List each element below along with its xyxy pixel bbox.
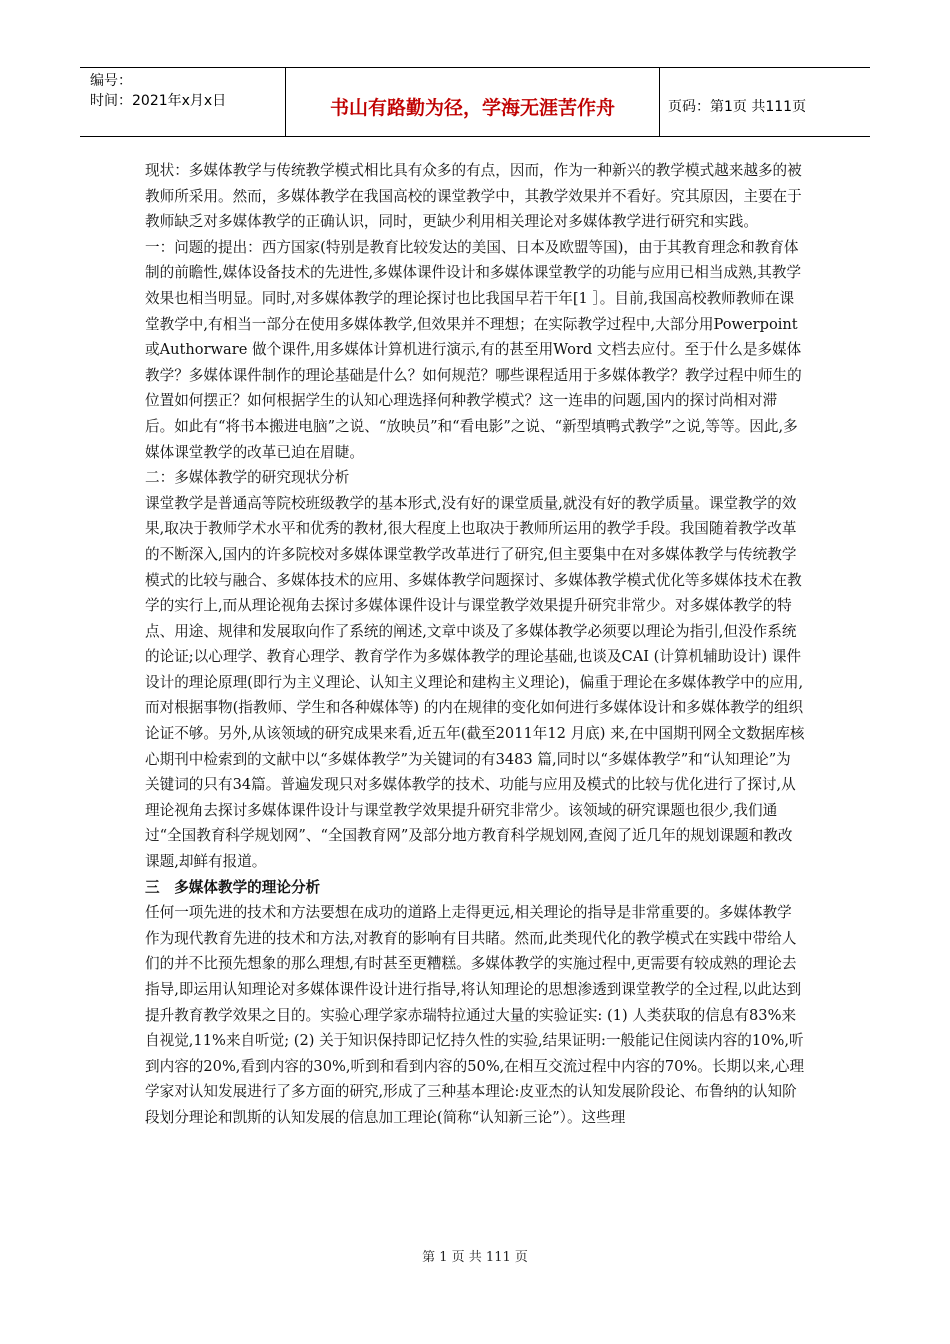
page-header xyxy=(80,67,870,137)
number-label: 编号： xyxy=(90,73,132,89)
document-body xyxy=(145,158,805,1131)
time-label: 时间：2021年x月x日 xyxy=(90,93,227,109)
paragraph-research-status: 课堂教学是普通高等院校班级教学的基本形式,没有好的课堂质量,就没有好的教学质量。课堂教学的效果,取决于教师学术水平和优秀的教材,很大程度上也取决于教师所运用的教学手段。我国随着教学改革的不断深入,国内的许多院校对多媒体课堂教学改革进行了研究,但主要集中在对多媒体教学与传统教学模式的比较与融合、多媒体技术的应用、多媒体教学问题探讨、多媒体教学模式优化等多媒体技术在教学的实行上,而从理论视角去探讨多媒体课件设计与课堂教学效果提升研究非常少。对多媒体教学的特点、用途、规律和发展取向作了系统的阐述,文章中谈及了多媒体教学必须要以理论为指引,但没作系统的论证;以心理学、教育心理学、教育学作为多媒体教学的理论基础,也谈及CAI (计算机辅助设计) 课件设计的理论原理(即行为主义理论、认知主义理论和建构主义理论)，偏重于理论在多媒体教学中的应用,而对根据事物(指教师、学生和各种媒体等) 的内在规律的变化如何进行多媒体设计和多媒体教学的组织论证不够。另外,从该领域的研究成果来看,近五年(截至2011年12 月底) 来,在中国期刊网全文数据库核心期刊中检索到的文献中以“多媒体教学”为关键词的有3483 篇,同时以“多媒体教学”和“认知理论”为关键词的只有34篇。普遍发现只对多媒体教学的技术、功能与应用及模式的比较与优化进行了探讨,从理论视角去探讨多媒体课件设计与课堂教学效果提升研究非常少。该领域的研究课题也很少,我们通过“全国教育科学规划网”、“全国教育网”及部分地方教育科学规划网,查阅了近几年的规划课题和教改课题,却鲜有报道。 xyxy=(145,494,805,871)
header-motto: 书山有路勤为径，学海无涯苦作舟 xyxy=(285,68,660,136)
paragraph-theory: 任何一项先进的技术和方法要想在成功的道路上走得更远,相关理论的指导是非常重要的。多媒体教学作为现代教育先进的技术和方法,对教育的影响有目共睹。然而,此类现代化的教学模式在实践中带给人们的并不比预先想象的那么理想,有时甚至更糟糕。多媒体教学的实施过程中,更需要有较成熟的理论去指导,即运用认知理论对多媒体课件设计进行指导,将认知理论的思想渗透到课堂教学的全过程,以此达到提升教育教学效果之目的。实验心理学家赤瑞特拉通过大量的实验证实: (1) 人类获取的信息有83%来自视觉,11%来自听觉; (2) 关于知识保持即记忆持久性的实验,结果证明:一般能记住阅读内容的10%,听到内容的20%,看到内容的30%,听到和看到内容的50%,在相互交流过程中内容的70%。长期以来,心理学家对认知发展进行了多方面的研究,形成了三种基本理论:皮亚杰的认知发展阶段论、布鲁纳的认知阶段划分理论和凯斯的认知发展的信息加工理论(简称“认知新三论”）。这些理 xyxy=(145,904,805,1126)
section-heading-3: 三 多媒体教学的理论分析 xyxy=(145,878,321,896)
page-footer: 第 1 页 共 111 页 xyxy=(422,1250,528,1265)
paragraph-status: 现状：多媒体教学与传统教学模式相比具有众多的有点，因而，作为一种新兴的教学模式越来越多的被教师所采用。然而，多媒体教学在我国高校的课堂教学中，其教学效果并不看好。究其原因，主要在于教师缺乏对多媒体教学的正确认识，同时，更缺少利用相关理论对多媒体教学进行研究和实践。 xyxy=(145,162,802,231)
paragraph-problem: 一：问题的提出：西方国家(特别是教育比较发达的美国、日本及欧盟等国)，由于其教育理念和教育体制的前瞻性,媒体设备技术的先进性,多媒体课件设计和多媒体课堂教学的功能与应用已相当成熟,其教学效果也相当明显。同时,对多媒体教学的理论探讨也比我国早若干年[1 ］。目前,我国高校教师教师在课堂教学中,有相当一部分在使用多媒体教学,但效果并不理想；在实际教学过程中,大部分用Powerpoint 或Authorware 做个课件,用多媒体计算机进行演示,有的甚至用Word 文档去应付。至于什么是多媒体教学？多媒体课件制作的理论基础是什么？如何规范？哪些课程适用于多媒体教学？教学过程中师生的位置如何摆正？如何根据学生的认知心理选择何种教学模式？这一连串的问题,国内的探讨尚相对滞后。如此有“将书本搬进电脑”之说、“放映员”和“看电影”之说、“新型填鸭式教学”之说,等等。因此,多媒体课堂教学的改革已迫在眉睫。 xyxy=(145,238,802,461)
header-meta xyxy=(80,68,285,136)
header-page-info: 页码：第1页 共111页 xyxy=(668,99,807,115)
section-heading-2: 二：多媒体教学的研究现状分析 xyxy=(145,469,350,487)
